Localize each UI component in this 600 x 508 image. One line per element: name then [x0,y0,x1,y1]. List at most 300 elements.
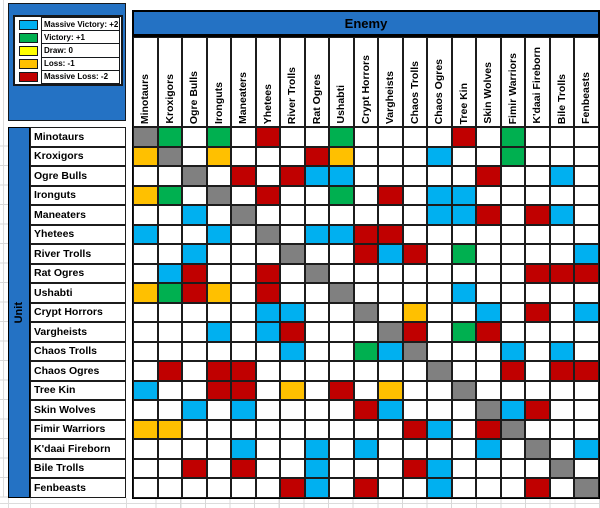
matrix-cell[interactable] [452,127,477,147]
matrix-cell[interactable] [158,400,183,420]
matrix-cell[interactable] [280,381,305,401]
matrix-cell[interactable] [354,439,379,459]
matrix-cell[interactable] [133,147,158,167]
matrix-cell[interactable] [574,166,599,186]
matrix-cell[interactable] [207,381,232,401]
matrix-cell[interactable] [403,244,428,264]
matrix-cell[interactable] [427,244,452,264]
matrix-cell[interactable] [403,225,428,245]
column-header[interactable] [329,37,354,127]
matrix-cell[interactable] [329,478,354,498]
matrix-cell[interactable] [354,322,379,342]
matrix-cell[interactable] [207,225,232,245]
column-header[interactable] [452,37,477,127]
matrix-cell[interactable] [550,166,575,186]
matrix-cell[interactable] [207,205,232,225]
matrix-cell[interactable] [354,186,379,206]
matrix-cell[interactable] [133,283,158,303]
matrix-cell[interactable] [280,420,305,440]
matrix-cell[interactable] [550,478,575,498]
column-header[interactable] [574,37,599,127]
matrix-cell[interactable] [133,439,158,459]
matrix-cell[interactable] [158,322,183,342]
matrix-cell[interactable] [256,420,281,440]
matrix-cell[interactable] [133,244,158,264]
matrix-cell[interactable] [280,400,305,420]
matrix-cell[interactable] [354,264,379,284]
matrix-cell[interactable] [182,439,207,459]
matrix-cell[interactable] [476,361,501,381]
matrix-cell[interactable] [305,186,330,206]
matrix-cell[interactable] [501,439,526,459]
matrix-cell[interactable] [305,283,330,303]
matrix-cell[interactable] [501,244,526,264]
matrix-cell[interactable] [378,186,403,206]
matrix-cell[interactable] [256,478,281,498]
matrix-cell[interactable] [525,439,550,459]
matrix-cell[interactable] [550,264,575,284]
matrix-cell[interactable] [305,459,330,479]
matrix-cell[interactable] [256,244,281,264]
matrix-cell[interactable] [550,459,575,479]
matrix-cell[interactable] [305,225,330,245]
matrix-cell[interactable] [378,147,403,167]
matrix-cell[interactable] [427,478,452,498]
matrix-cell[interactable] [280,478,305,498]
matrix-cell[interactable] [427,400,452,420]
matrix-cell[interactable] [501,420,526,440]
row-header[interactable]: Bile Trolls [30,459,126,479]
matrix-cell[interactable] [403,147,428,167]
matrix-cell[interactable] [354,127,379,147]
matrix-cell[interactable] [256,303,281,323]
matrix-cell[interactable] [329,283,354,303]
row-header[interactable]: Minotaurs [30,127,126,147]
matrix-cell[interactable] [525,303,550,323]
matrix-cell[interactable] [207,459,232,479]
matrix-cell[interactable] [329,186,354,206]
matrix-cell[interactable] [329,225,354,245]
matrix-cell[interactable] [574,264,599,284]
matrix-cell[interactable] [378,400,403,420]
matrix-cell[interactable] [305,147,330,167]
matrix-cell[interactable] [427,225,452,245]
matrix-cell[interactable] [403,420,428,440]
matrix-cell[interactable] [476,244,501,264]
row-header[interactable]: Vargheists [30,322,126,342]
row-header[interactable]: Fimir Warriors [30,420,126,440]
matrix-cell[interactable] [501,264,526,284]
matrix-cell[interactable] [574,420,599,440]
matrix-cell[interactable] [550,205,575,225]
matrix-cell[interactable] [280,186,305,206]
matrix-cell[interactable] [354,361,379,381]
matrix-cell[interactable] [305,205,330,225]
matrix-cell[interactable] [378,303,403,323]
matrix-cell[interactable] [525,264,550,284]
matrix-cell[interactable] [501,322,526,342]
matrix-cell[interactable] [207,322,232,342]
matrix-cell[interactable] [280,205,305,225]
matrix-cell[interactable] [231,459,256,479]
matrix-cell[interactable] [501,381,526,401]
matrix-cell[interactable] [574,283,599,303]
matrix-cell[interactable] [207,420,232,440]
matrix-cell[interactable] [207,147,232,167]
matrix-cell[interactable] [182,186,207,206]
matrix-cell[interactable] [476,322,501,342]
matrix-cell[interactable] [378,361,403,381]
matrix-cell[interactable] [354,420,379,440]
matrix-cell[interactable] [403,478,428,498]
matrix-cell[interactable] [305,439,330,459]
matrix-cell[interactable] [256,225,281,245]
matrix-cell[interactable] [207,166,232,186]
matrix-cell[interactable] [182,244,207,264]
matrix-cell[interactable] [403,205,428,225]
matrix-cell[interactable] [329,381,354,401]
matrix-cell[interactable] [403,283,428,303]
matrix-cell[interactable] [354,478,379,498]
matrix-cell[interactable] [476,400,501,420]
matrix-cell[interactable] [574,147,599,167]
matrix-cell[interactable] [403,361,428,381]
matrix-cell[interactable] [574,478,599,498]
row-header[interactable]: Maneaters [30,205,126,225]
matrix-cell[interactable] [427,361,452,381]
matrix-cell[interactable] [207,186,232,206]
matrix-cell[interactable] [501,225,526,245]
matrix-cell[interactable] [207,127,232,147]
matrix-cell[interactable] [452,303,477,323]
matrix-cell[interactable] [158,283,183,303]
matrix-cell[interactable] [305,166,330,186]
matrix-cell[interactable] [158,303,183,323]
row-header[interactable]: Rat Ogres [30,264,126,284]
column-header[interactable] [427,37,452,127]
column-header[interactable] [501,37,526,127]
matrix-cell[interactable] [182,225,207,245]
matrix-cell[interactable] [280,303,305,323]
matrix-cell[interactable] [574,361,599,381]
matrix-cell[interactable] [133,478,158,498]
matrix-cell[interactable] [427,127,452,147]
matrix-cell[interactable] [550,439,575,459]
matrix-cell[interactable] [501,400,526,420]
matrix-cell[interactable] [158,166,183,186]
matrix-cell[interactable] [525,361,550,381]
matrix-cell[interactable] [133,459,158,479]
matrix-cell[interactable] [329,303,354,323]
matrix-cell[interactable] [525,244,550,264]
matrix-cell[interactable] [525,381,550,401]
matrix-cell[interactable] [231,147,256,167]
matrix-cell[interactable] [182,459,207,479]
matrix-cell[interactable] [476,478,501,498]
matrix-cell[interactable] [280,166,305,186]
matrix-cell[interactable] [158,225,183,245]
matrix-cell[interactable] [231,322,256,342]
matrix-cell[interactable] [403,322,428,342]
matrix-cell[interactable] [207,283,232,303]
matrix-cell[interactable] [256,205,281,225]
unit-header[interactable] [8,127,30,498]
matrix-cell[interactable] [574,439,599,459]
matrix-cell[interactable] [574,244,599,264]
matrix-cell[interactable] [427,186,452,206]
matrix-cell[interactable] [452,361,477,381]
matrix-cell[interactable] [207,303,232,323]
matrix-cell[interactable] [574,205,599,225]
matrix-cell[interactable] [574,400,599,420]
matrix-cell[interactable] [403,459,428,479]
matrix-cell[interactable] [427,147,452,167]
matrix-cell[interactable] [378,244,403,264]
matrix-cell[interactable] [476,166,501,186]
matrix-cell[interactable] [476,283,501,303]
matrix-cell[interactable] [427,439,452,459]
row-header[interactable]: Chaos Ogres [30,361,126,381]
matrix-cell[interactable] [550,342,575,362]
matrix-cell[interactable] [231,127,256,147]
matrix-cell[interactable] [452,420,477,440]
matrix-cell[interactable] [182,420,207,440]
matrix-cell[interactable] [452,342,477,362]
matrix-cell[interactable] [354,244,379,264]
matrix-cell[interactable] [550,244,575,264]
matrix-cell[interactable] [403,264,428,284]
matrix-cell[interactable] [305,264,330,284]
matrix-cell[interactable] [256,127,281,147]
matrix-cell[interactable] [525,127,550,147]
matrix-cell[interactable] [158,478,183,498]
matrix-cell[interactable] [305,322,330,342]
matrix-cell[interactable] [133,400,158,420]
matrix-cell[interactable] [305,420,330,440]
matrix-cell[interactable] [378,127,403,147]
matrix-cell[interactable] [231,205,256,225]
matrix-cell[interactable] [354,400,379,420]
matrix-cell[interactable] [378,439,403,459]
enemy-header[interactable] [132,10,600,36]
matrix-cell[interactable] [501,147,526,167]
matrix-cell[interactable] [305,478,330,498]
matrix-cell[interactable] [354,166,379,186]
matrix-cell[interactable] [452,166,477,186]
matrix-cell[interactable] [207,439,232,459]
matrix-cell[interactable] [158,205,183,225]
matrix-cell[interactable] [329,244,354,264]
matrix-cell[interactable] [133,303,158,323]
matrix-cell[interactable] [378,342,403,362]
matrix-cell[interactable] [256,264,281,284]
matrix-cell[interactable] [207,244,232,264]
matrix-cell[interactable] [452,225,477,245]
matrix-cell[interactable] [574,303,599,323]
matrix-cell[interactable] [452,478,477,498]
column-header[interactable] [378,37,403,127]
matrix-cell[interactable] [305,342,330,362]
matrix-cell[interactable] [452,283,477,303]
matrix-cell[interactable] [476,459,501,479]
matrix-cell[interactable] [329,264,354,284]
matrix-cell[interactable] [231,264,256,284]
matrix-cell[interactable] [354,381,379,401]
matrix-cell[interactable] [305,400,330,420]
matrix-cell[interactable] [329,205,354,225]
matrix-cell[interactable] [256,283,281,303]
matrix-cell[interactable] [427,420,452,440]
column-header[interactable] [305,37,330,127]
matrix-cell[interactable] [133,186,158,206]
matrix-cell[interactable] [182,322,207,342]
row-header[interactable]: Skin Wolves [30,400,126,420]
matrix-cell[interactable] [476,186,501,206]
matrix-cell[interactable] [231,225,256,245]
matrix-cell[interactable] [280,459,305,479]
matrix-cell[interactable] [133,381,158,401]
matrix-cell[interactable] [182,166,207,186]
matrix-cell[interactable] [354,303,379,323]
matrix-cell[interactable] [231,244,256,264]
matrix-cell[interactable] [256,361,281,381]
matrix-cell[interactable] [550,322,575,342]
matrix-cell[interactable] [452,381,477,401]
matrix-cell[interactable] [256,459,281,479]
row-header[interactable]: Ushabti [30,283,126,303]
matrix-cell[interactable] [231,361,256,381]
matrix-cell[interactable] [476,303,501,323]
row-header[interactable]: Crypt Horrors [30,303,126,323]
matrix-cell[interactable] [476,342,501,362]
matrix-cell[interactable] [158,264,183,284]
matrix-cell[interactable] [574,381,599,401]
matrix-cell[interactable] [158,459,183,479]
column-header[interactable] [550,37,575,127]
matrix-cell[interactable] [182,264,207,284]
column-header[interactable] [525,37,550,127]
matrix-cell[interactable] [158,186,183,206]
matrix-cell[interactable] [501,303,526,323]
matrix-cell[interactable] [476,205,501,225]
matrix-cell[interactable] [550,225,575,245]
matrix-cell[interactable] [182,127,207,147]
matrix-cell[interactable] [427,283,452,303]
matrix-cell[interactable] [476,420,501,440]
matrix-cell[interactable] [280,283,305,303]
matrix-cell[interactable] [378,264,403,284]
row-header[interactable]: Tree Kin [30,381,126,401]
matrix-cell[interactable] [158,420,183,440]
matrix-cell[interactable] [231,439,256,459]
column-header[interactable] [354,37,379,127]
matrix-cell[interactable] [305,361,330,381]
matrix-cell[interactable] [452,147,477,167]
matrix-cell[interactable] [133,205,158,225]
column-header[interactable] [182,37,207,127]
matrix-cell[interactable] [280,342,305,362]
matrix-cell[interactable] [305,303,330,323]
matrix-cell[interactable] [378,322,403,342]
matrix-cell[interactable] [182,478,207,498]
matrix-cell[interactable] [525,342,550,362]
matrix-cell[interactable] [525,459,550,479]
matrix-cell[interactable] [550,186,575,206]
matrix-cell[interactable] [354,225,379,245]
matrix-cell[interactable] [427,342,452,362]
matrix-cell[interactable] [525,205,550,225]
matrix-cell[interactable] [329,322,354,342]
matrix-cell[interactable] [574,186,599,206]
matrix-cell[interactable] [525,283,550,303]
matrix-cell[interactable] [550,420,575,440]
matrix-cell[interactable] [182,400,207,420]
matrix-cell[interactable] [501,478,526,498]
matrix-cell[interactable] [403,342,428,362]
matrix-cell[interactable] [207,264,232,284]
matrix-cell[interactable] [452,186,477,206]
matrix-cell[interactable] [501,342,526,362]
matrix-cell[interactable] [525,400,550,420]
matrix-cell[interactable] [207,342,232,362]
row-header[interactable]: Kroxigors [30,147,126,167]
matrix-cell[interactable] [133,361,158,381]
matrix-cell[interactable] [256,147,281,167]
matrix-cell[interactable] [158,361,183,381]
matrix-cell[interactable] [525,420,550,440]
matrix-cell[interactable] [525,147,550,167]
matrix-cell[interactable] [207,361,232,381]
matrix-cell[interactable] [452,264,477,284]
matrix-cell[interactable] [550,147,575,167]
matrix-cell[interactable] [133,225,158,245]
matrix-cell[interactable] [525,186,550,206]
row-header[interactable]: Ogre Bulls [30,166,126,186]
column-header[interactable] [256,37,281,127]
matrix-cell[interactable] [329,361,354,381]
matrix-cell[interactable] [207,478,232,498]
matrix-cell[interactable] [158,127,183,147]
matrix-cell[interactable] [182,381,207,401]
matrix-cell[interactable] [476,147,501,167]
matrix-cell[interactable] [329,439,354,459]
matrix-cell[interactable] [476,225,501,245]
matrix-cell[interactable] [280,322,305,342]
matrix-cell[interactable] [329,166,354,186]
matrix-cell[interactable] [452,322,477,342]
matrix-cell[interactable] [550,127,575,147]
matrix-cell[interactable] [329,127,354,147]
matrix-cell[interactable] [133,342,158,362]
column-header[interactable] [231,37,256,127]
matrix-cell[interactable] [182,342,207,362]
matrix-cell[interactable] [501,166,526,186]
matrix-cell[interactable] [231,303,256,323]
matrix-cell[interactable] [354,205,379,225]
matrix-cell[interactable] [574,322,599,342]
matrix-cell[interactable] [182,303,207,323]
matrix-cell[interactable] [231,478,256,498]
column-header[interactable] [403,37,428,127]
matrix-cell[interactable] [550,400,575,420]
matrix-cell[interactable] [256,400,281,420]
matrix-cell[interactable] [525,322,550,342]
matrix-cell[interactable] [329,459,354,479]
matrix-cell[interactable] [574,342,599,362]
matrix-cell[interactable] [403,166,428,186]
matrix-cell[interactable] [403,186,428,206]
matrix-cell[interactable] [403,127,428,147]
